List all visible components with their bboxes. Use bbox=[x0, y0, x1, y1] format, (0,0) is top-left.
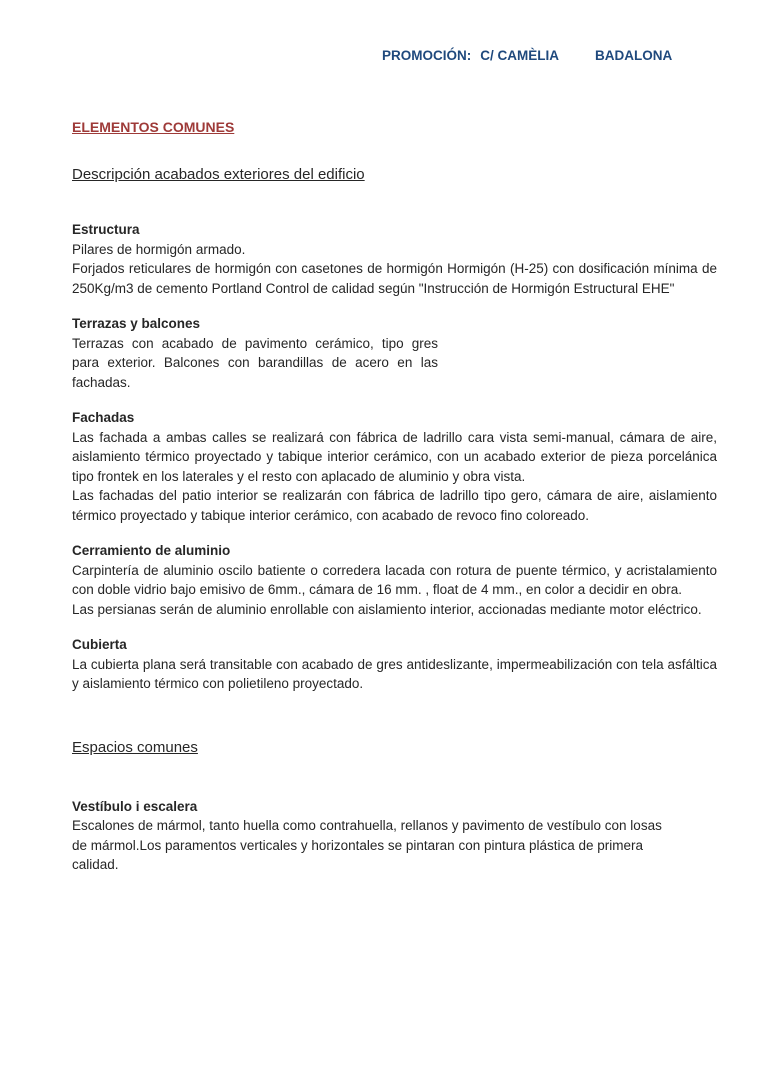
section-heading-fachadas: Fachadas bbox=[72, 410, 135, 425]
section-heading-terrazas: Terrazas y balcones bbox=[72, 316, 201, 331]
espacios-comunes-subtitle: Espacios comunes bbox=[72, 738, 198, 756]
promotion-label: PROMOCIÓN: bbox=[382, 48, 472, 63]
paragraph-cerramiento-1: Carpintería de aluminio oscilo batiente o corredera lacada con rotura de puente térmico, y acristalamiento con doble vidrio bajo emisivo de 6mm., cámara de 16 mm. , float de 4 mm., en color a decidir en obra. bbox=[72, 562, 717, 597]
section-heading-estructura: Estructura bbox=[72, 222, 140, 237]
exterior-description-subtitle: Descripción acabados exteriores del edificio bbox=[72, 166, 365, 183]
section-heading-vestibulo: Vestíbulo i escalera bbox=[72, 798, 198, 814]
section-cerramiento-aluminio bbox=[72, 541, 717, 619]
section-estructura bbox=[72, 220, 717, 298]
paragraph-estructura-1: Pilares de hormigón armado. bbox=[72, 241, 246, 257]
promotion-city: BADALONA bbox=[595, 48, 673, 63]
section-fachadas bbox=[72, 408, 717, 525]
paragraph-fachadas-1: Las fachada a ambas calles se realizará con fábrica de ladrillo cara vista semi-manual, cámara de aire, aislamiento térmico proyectado y tabique interior cerámico, con un acabado exterior de pieza porcelánica tipo frontek en los laterales y el resto con aplacado de aluminio y obra vista. bbox=[72, 429, 717, 484]
paragraph-cubierta: La cubierta plana será transitable con acabado de gres antideslizante, impermeabilización con tela asfáltica y aislamiento térmico con polietileno proyectado. bbox=[72, 656, 717, 691]
promotion-street: C/ CAMÈLIA bbox=[480, 48, 559, 63]
section-heading-cerramiento: Cerramiento de aluminio bbox=[72, 543, 231, 558]
paragraph-vestibulo: Escalones de mármol, tanto huella como contrahuella, rellanos y pavimento de vestíbulo con losas de mármol.Los paramentos verticales y horizontales se pintaran con pintura plástica de primera calidad. bbox=[72, 818, 662, 872]
paragraph-fachadas-2: Las fachadas del patio interior se realizarán con fábrica de ladrillo tipo gero, cámara de aire, aislamiento térmico proyectado y tabique interior cerámico, con acabado de revoco fino coloreado. bbox=[72, 488, 717, 523]
section-terrazas-balcones bbox=[72, 314, 717, 392]
paragraph-cerramiento-2: Las persianas serán de aluminio enrollable con aislamiento interior, accionadas mediante motor eléctrico. bbox=[72, 601, 702, 617]
section-heading-cubierta: Cubierta bbox=[72, 637, 127, 652]
section-cubierta bbox=[72, 635, 717, 694]
paragraph-estructura-2: Forjados reticulares de hormigón con casetones de hormigón Hormigón (H-25) con dosificación mínima de 250Kg/m3 de cemento Portland Control de calidad según "Instrucción de Hormigón Estructural EHE" bbox=[72, 261, 717, 296]
elementos-comunes-title: ELEMENTOS COMUNES bbox=[72, 118, 235, 135]
promotion-header bbox=[72, 46, 717, 66]
paragraph-terrazas: Terrazas con acabado de pavimento cerámico, tipo gres para exterior. Balcones con barandillas de acero en las fachadas. bbox=[72, 335, 438, 390]
section-vestibulo-escalera bbox=[72, 797, 717, 875]
